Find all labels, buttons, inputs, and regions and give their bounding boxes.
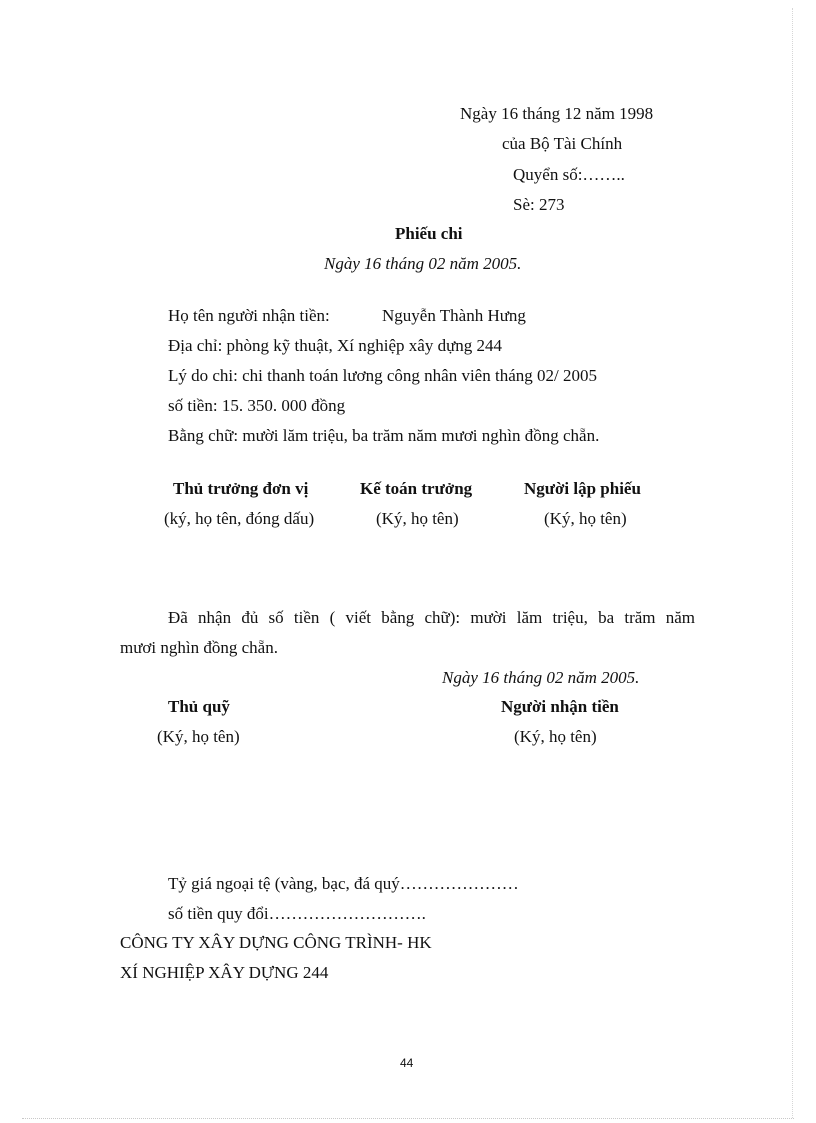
signature-note-head: (ký, họ tên, đóng dấu)	[164, 509, 315, 528]
recipient-value: Nguyễn Thành Hưng	[382, 306, 526, 325]
book-number: Quyển số:……..	[513, 165, 625, 184]
signature-note-preparer: (Ký, họ tên)	[544, 509, 627, 528]
signature-title-chief-accountant: Kế toán trưởng	[360, 479, 473, 498]
amount-words-line: Bằng chữ: mười lăm triệu, ba trăm năm mươi nghìn đồng chẵn.	[168, 426, 600, 445]
page-edge-bottom	[22, 1118, 794, 1119]
voucher-date: Ngày 16 tháng 02 năm 2005.	[324, 254, 522, 273]
signature-title-recipient: Người nhận tiền	[501, 697, 619, 716]
serial-number: Sè: 273	[513, 195, 565, 214]
converted-amount-line: số tiền quy đổi……………………….	[168, 904, 426, 923]
enterprise-name: XÍ NGHIỆP XÂY DỰNG 244	[120, 963, 329, 982]
recipient-label: Họ tên người nhận tiền:	[168, 306, 330, 325]
exchange-rate-line: Tỷ giá ngoại tệ (vàng, bạc, đá quý…………………	[168, 874, 519, 893]
ministry-line: của Bộ Tài Chính	[502, 134, 623, 153]
address-line: Địa chỉ: phòng kỹ thuật, Xí nghiệp xây dựng 244	[168, 336, 503, 355]
received-text-line2: mươi nghìn đồng chẵn.	[120, 638, 278, 657]
reason-line: Lý do chi: chi thanh toán lương công nhân viên tháng 02/ 2005	[168, 366, 597, 385]
received-text-line1: Đã nhận đủ số tiền ( viết bằng chữ): mười lăm triệu, ba trăm năm	[168, 608, 695, 627]
page-edge-right	[792, 8, 793, 1118]
company-name: CÔNG TY XÂY DỰNG CÔNG TRÌNH- HK	[120, 933, 432, 952]
document-title: Phiếu chi	[395, 224, 463, 243]
amount-line: số tiền: 15. 350. 000 đồng	[168, 396, 346, 415]
page-number: 44	[400, 1056, 414, 1070]
signature-note-recipient: (Ký, họ tên)	[514, 727, 597, 746]
signature-title-head: Thủ trưởng đơn vị	[173, 479, 309, 498]
decree-date: Ngày 16 tháng 12 năm 1998	[460, 104, 654, 123]
received-date: Ngày 16 tháng 02 năm 2005.	[442, 668, 640, 687]
signature-title-cashier: Thủ quỹ	[168, 697, 230, 716]
signature-note-chief-accountant: (Ký, họ tên)	[376, 509, 459, 528]
signature-note-cashier: (Ký, họ tên)	[157, 727, 240, 746]
signature-title-preparer: Người lập phiếu	[524, 479, 641, 498]
